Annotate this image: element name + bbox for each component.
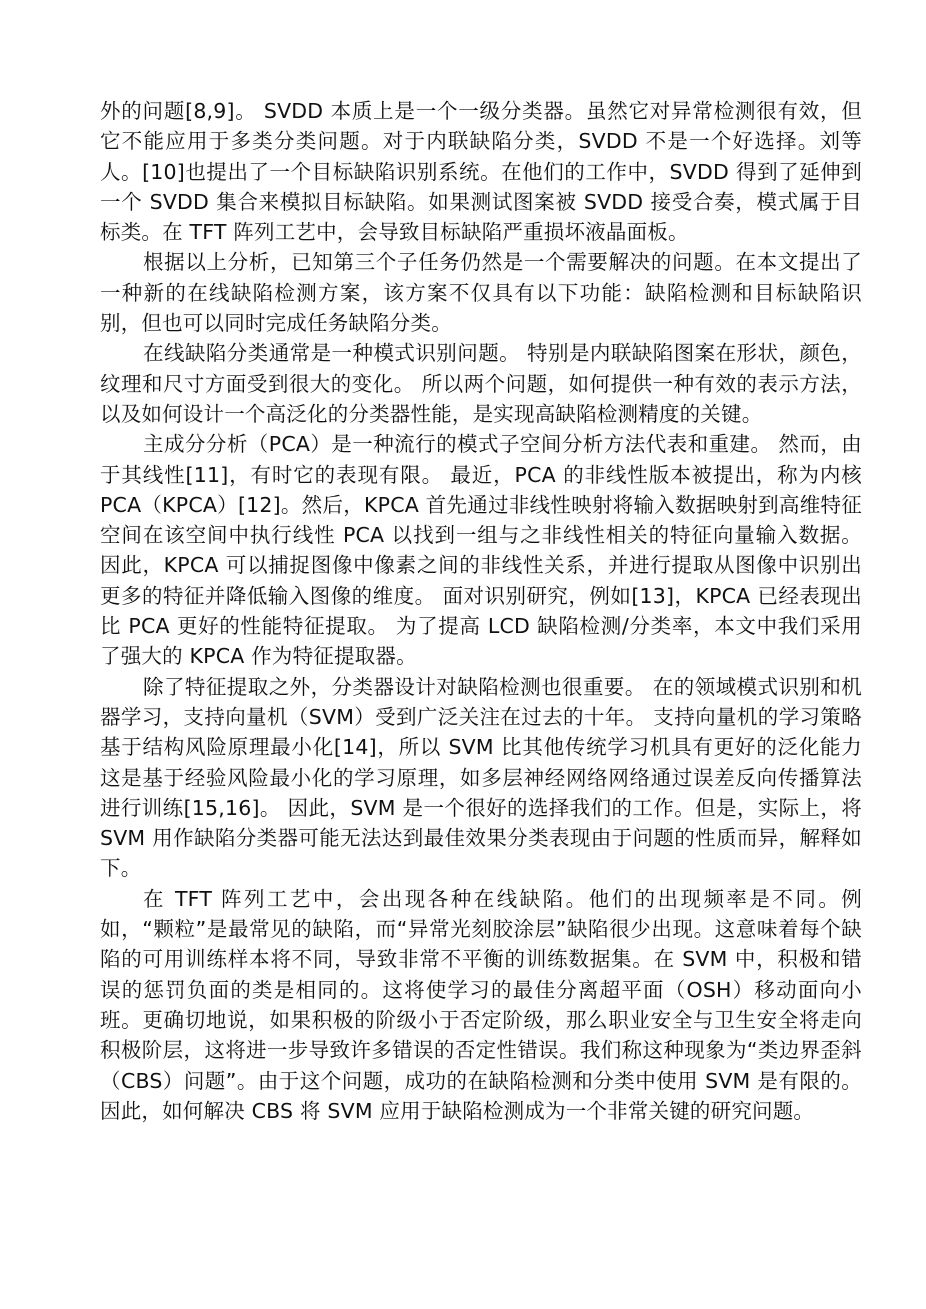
body-text — [100, 96, 862, 1126]
paragraph-3: 在线缺陷分类通常是一种模式识别问题。 特别是内联缺陷图案在形状，颜色，纹理和尺寸方面受到很大的变化。 所以两个问题，如何提供一种有效的表示方法，以及如何设计一个高泛化的分类器性能，是实现高缺陷检测精度的关键。 — [100, 341, 862, 426]
paragraph-2: 根据以上分析，已知第三个子任务仍然是一个需要解决的问题。在本文提出了一种新的在线缺陷检测方案，该方案不仅具有以下功能：缺陷检测和目标缺陷识别，但也可以同时完成任务缺陷分类。 — [100, 250, 862, 336]
paragraph-1: 外的问题[8,9]。 SVDD 本质上是一个一级分类器。虽然它对异常检测很有效，但它不能应用于多类分类问题。对于内联缺陷分类，SVDD 不是一个好选择。刘等人。[10]也提出了一个目标缺陷识别系统。在他们的工作中，SVDD 得到了延伸到一个 SVDD 集合来模拟目标缺陷。如果测试图案被 SVDD 接受合奏，模式属于目标类。在 TFT 阵列工艺中，会导致目标缺陷严重损坏液晶面板。 — [100, 99, 862, 245]
paragraph-5: 除了特征提取之外，分类器设计对缺陷检测也很重要。 在的领域模式识别和机器学习，支持向量机（SVM）受到广泛关注在过去的十年。 支持向量机的学习策略基于结构风险原理最小化[14]，所以 SVM 比其他传统学习机具有更好的泛化能力这是基于经验风险最小化的学习原理，如多层神经网络网络通过误差反向传播算法进行训练[15,16]。 因此，SVM 是一个很好的选择我们的工作。但是，实际上，将 SVM 用作缺陷分类器可能无法达到最佳效果分类表现由于问题的性质而异，解释如下。 — [100, 674, 862, 881]
paragraph-6: 在 TFT 阵列工艺中，会出现各种在线缺陷。他们的出现频率是不同。例如，“颗粒”是最常见的缺陷，而“异常光刻胶涂层”缺陷很少出现。这意味着每个缺陷的可用训练样本将不同，导致非常不平衡的训练数据集。在 SVM 中，积极和错误的惩罚负面的类是相同的。这将使学习的最佳分离超平面（OSH）移动面向小班。更确切地说，如果积极的阶级小于否定阶级，那么职业安全与卫生安全将走向积极阶层，这将进一步导致许多错误的否定性错误。我们称这种现象为“类边界歪斜（CBS）问题”。由于这个问题，成功的在缺陷检测和分类中使用 SVM 是有限的。因此，如何解决 CBS 将 SVM 应用于缺陷检测成为一个非常关键的研究问题。 — [100, 886, 862, 1123]
paragraph-4: 主成分分析（PCA）是一种流行的模式子空间分析方法代表和重建。 然而，由于其线性[11]，有时它的表现有限。 最近，PCA 的非线性版本被提出，称为内核 PCA（KPCA）[12]。然后，KPCA 首先通过非线性映射将输入数据映射到高维特征空间在该空间中执行线性 PCA 以找到一组与之非线性相关的特征向量输入数据。 因此，KPCA 可以捕捉图像中像素之间的非线性关系，并进行提取从图像中识别出更多的特征并降低输入图像的维度。 面对识别研究，例如[13]，KPCA 已经表现出比 PCA 更好的性能特征提取。 为了提高 LCD 缺陷检测/分类率，本文中我们采用了强大的 KPCA 作为特征提取器。 — [100, 432, 862, 669]
